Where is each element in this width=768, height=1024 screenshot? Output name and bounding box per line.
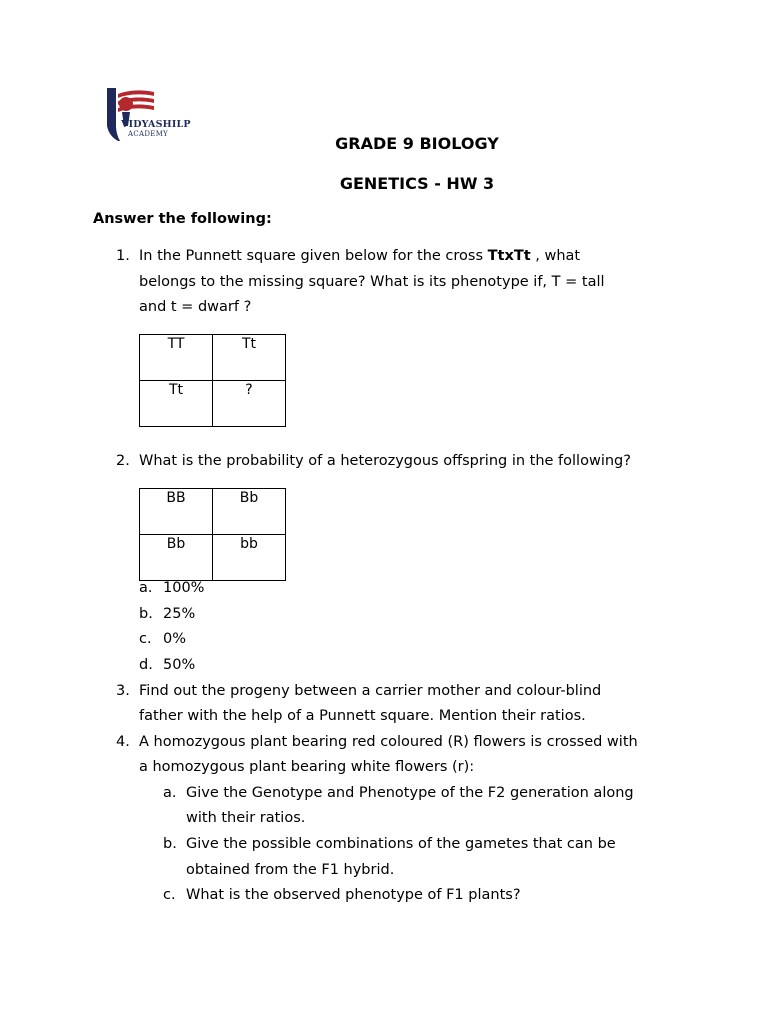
option-letter: c. [139, 631, 152, 647]
option-text: 50% [163, 657, 196, 673]
question-text-line: What is the probability of a heterozygous offspring in the following? [139, 453, 631, 469]
option-text: 25% [163, 606, 196, 622]
punnett-cell: Bb [140, 535, 213, 581]
option-text: 100% [163, 580, 205, 596]
punnett-cell: bb [213, 535, 286, 581]
question-number: 4. [116, 734, 130, 750]
punnett-square [139, 488, 286, 581]
sub-question-letter: c. [163, 887, 176, 903]
sub-question-text: obtained from the F1 hybrid. [186, 862, 395, 878]
punnett-cell: BB [140, 489, 213, 535]
question-number: 3. [116, 683, 130, 699]
punnett-square [139, 334, 286, 427]
page-title: GRADE 9 BIOLOGY [335, 134, 499, 153]
section-heading: Answer the following: [93, 211, 272, 227]
sub-question-letter: b. [163, 836, 177, 852]
question-number: 2. [116, 453, 130, 469]
question-text-line: a homozygous plant bearing white flowers (r): [139, 759, 475, 775]
question-text-line: A homozygous plant bearing red coloured (R) flowers is crossed with [139, 734, 638, 750]
sub-question-text: What is the observed phenotype of F1 plants? [186, 887, 521, 903]
logo-subname: ACADEMY [128, 130, 169, 138]
cross-notation: TtxTt [487, 248, 531, 264]
question-text-line [139, 246, 580, 266]
punnett-cell: Tt [213, 335, 286, 381]
question-text-line: and t = dwarf ? [139, 299, 252, 315]
sub-question-letter: a. [163, 785, 177, 801]
page-subtitle: GENETICS - HW 3 [339, 174, 495, 193]
punnett-cell: Bb [213, 489, 286, 535]
option-letter: a. [139, 580, 153, 596]
question-number: 1. [116, 248, 130, 264]
option-letter: d. [139, 657, 153, 673]
sub-question-text: Give the Genotype and Phenotype of the F2 generation along [186, 785, 634, 801]
question-text-line: belongs to the missing square? What is its phenotype if, T = tall [139, 274, 605, 290]
option-text: 0% [163, 631, 187, 647]
question-text-line: Find out the progeny between a carrier mother and colour-blind [139, 683, 602, 699]
question-text: , what [530, 248, 581, 264]
option-letter: b. [139, 606, 153, 622]
sub-question-text: with their ratios. [186, 810, 306, 826]
question-text: In the Punnett square given below for the cross [139, 248, 488, 264]
punnett-cell: TT [140, 335, 213, 381]
sub-question-text: Give the possible combinations of the gametes that can be [186, 836, 616, 852]
punnett-cell-missing: ? [213, 381, 286, 427]
logo-name: VIDYASHILP [121, 119, 191, 130]
question-text-line: father with the help of a Punnett square. Mention their ratios. [139, 708, 586, 724]
punnett-cell: Tt [140, 381, 213, 427]
